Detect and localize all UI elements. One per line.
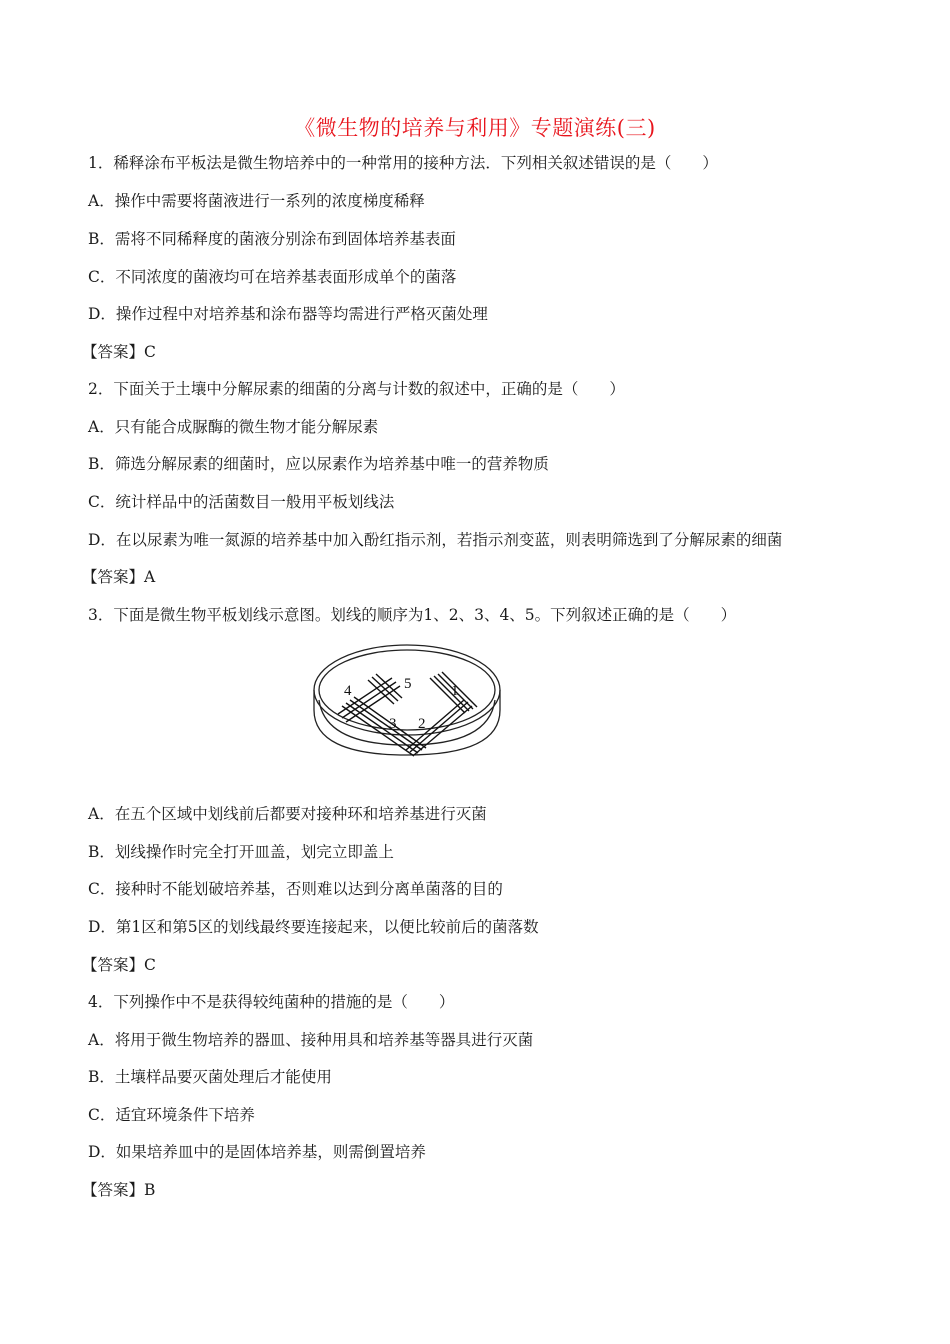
question-1-option-a: A．操作中需要将菌液进行一系列的浓度梯度稀释	[88, 192, 425, 210]
question-1-option-b: B．需将不同稀释度的菌液分别涂布到固体培养基表面	[88, 230, 456, 248]
question-2-option-b: B．筛选分解尿素的细菌时，应以尿素作为培养基中唯一的营养物质	[88, 455, 549, 473]
question-2-answer: 【答案】A	[82, 568, 156, 586]
question-2-option-d: D．在以尿素为唯一氮源的培养基中加入酚红指示剂，若指示剂变蓝，则表明筛选到了分解尿素的细菌	[88, 531, 783, 549]
question-4-option-a: A．将用于微生物培养的器皿、接种用具和培养基等器具进行灭菌	[88, 1031, 534, 1049]
question-3-stem: 3．下面是微生物平板划线示意图。划线的顺序为1、2、3、4、5。下列叙述正确的是（ ）	[88, 606, 737, 624]
zone-label-1: 1	[451, 683, 459, 699]
question-4-option-c: C．适宜环境条件下培养	[88, 1106, 255, 1124]
question-2-stem: 2．下面关于土壤中分解尿素的细菌的分离与计数的叙述中，正确的是（ ）	[88, 380, 625, 398]
question-1-answer: 【答案】C	[82, 343, 156, 361]
question-4-stem: 4．下列操作中不是获得较纯菌种的措施的是（ ）	[88, 993, 455, 1011]
streak-plate-diagram	[310, 640, 505, 765]
zone-label-3: 3	[389, 716, 397, 732]
question-2-option-c: C．统计样品中的活菌数目一般用平板划线法	[88, 493, 395, 511]
question-3-option-b: B．划线操作时完全打开皿盖，划完立即盖上	[88, 843, 394, 861]
question-1-option-d: D．操作过程中对培养基和涂布器等均需进行严格灭菌处理	[88, 305, 488, 323]
question-3-answer: 【答案】C	[82, 956, 156, 974]
question-1-stem: 1．稀释涂布平板法是微生物培养中的一种常用的接种方法．下列相关叙述错误的是（ ）	[88, 154, 718, 172]
question-1-option-c: C．不同浓度的菌液均可在培养基表面形成单个的菌落	[88, 268, 457, 286]
question-3-option-a: A．在五个区域中划线前后都要对接种环和培养基进行灭菌	[88, 805, 487, 823]
petri-dish-base	[319, 700, 495, 745]
document-title: 《微生物的培养与利用》专题演练(三)	[294, 116, 656, 140]
zone-label-2: 2	[418, 716, 426, 732]
question-4-option-d: D．如果培养皿中的是固体培养基，则需倒置培养	[88, 1143, 426, 1161]
question-3-option-d: D．第1区和第5区的划线最终要连接起来，以便比较前后的菌落数	[88, 918, 539, 936]
question-4-option-b: B．土壤样品要灭菌处理后才能使用	[88, 1068, 332, 1086]
question-3-option-c: C．接种时不能划破培养基，否则难以达到分离单菌落的目的	[88, 880, 503, 898]
zone-label-4: 4	[344, 683, 352, 699]
zone-label-5: 5	[404, 676, 412, 692]
question-2-option-a: A．只有能合成脲酶的微生物才能分解尿素	[88, 418, 379, 436]
question-4-answer: 【答案】B	[82, 1181, 156, 1199]
